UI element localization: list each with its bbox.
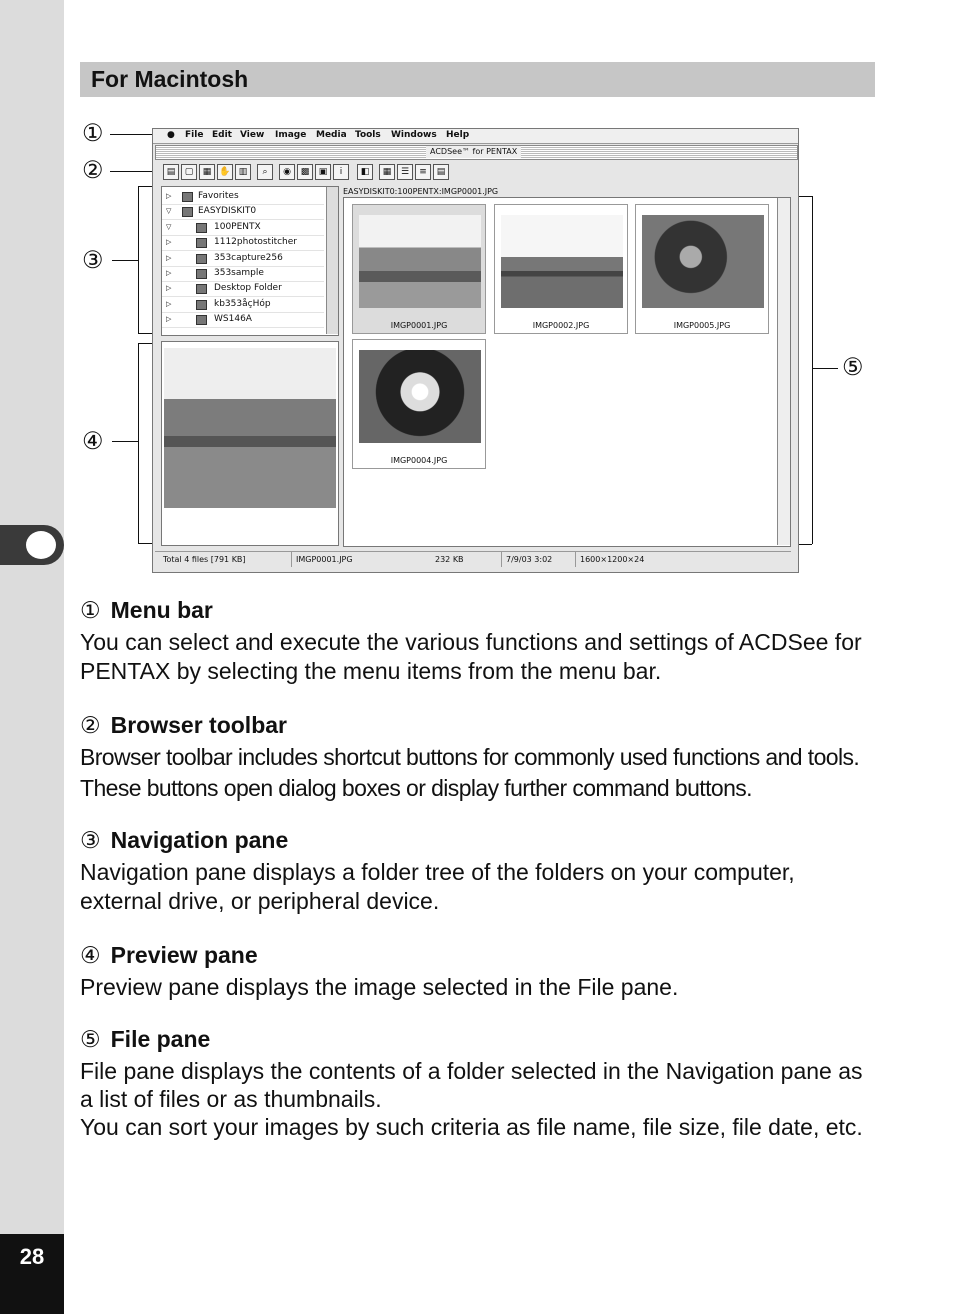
callout-2: ② (82, 157, 104, 184)
section-header (80, 62, 875, 97)
status-bar (155, 551, 791, 568)
disclosure-triangle-icon[interactable]: ▷ (166, 253, 172, 262)
navigation-pane (161, 186, 339, 336)
toolbar-button-icon[interactable]: ▢ (181, 164, 197, 180)
thumbnail-item[interactable] (352, 204, 486, 334)
folder-tree-item[interactable] (162, 266, 324, 282)
folder-label: Desktop Folder (214, 283, 282, 294)
status-dimensions: 1600×1200×24 (575, 552, 644, 567)
toolbar-button-icon[interactable]: ◧ (357, 164, 373, 180)
item-body-file-pane-sort: You can sort your images by such criteria as file name, file size, file date, etc. (80, 1114, 863, 1140)
folder-icon (196, 269, 207, 279)
menu-help[interactable]: Help (446, 130, 470, 140)
file-path: EASYDISKIT0:100PENTX:IMGP0001.JPG (343, 187, 499, 196)
info-icon[interactable]: i (333, 164, 349, 180)
thumbnail-name: IMGP0001.JPG (390, 321, 448, 330)
callout-1-leader (110, 134, 154, 135)
folder-label: 1112photostitcher (214, 237, 297, 248)
disclosure-triangle-icon[interactable]: ▷ (166, 238, 172, 247)
window-title-bar[interactable] (155, 145, 798, 160)
folder-label: Favorites (198, 191, 239, 201)
callout-3-leader (112, 260, 138, 261)
thumbnail-item[interactable] (635, 204, 769, 334)
thumbnail-name: IMGP0002.JPG (532, 321, 590, 330)
window-title: ACDSee™ for PENTAX (426, 146, 521, 158)
thumbnail-name: IMGP0004.JPG (390, 456, 448, 465)
thumbnail-view-icon[interactable]: ▦ (379, 164, 395, 180)
disclosure-triangle-icon[interactable]: ▷ (166, 284, 172, 293)
thumbnail-name: IMGP0005.JPG (673, 321, 731, 330)
callout-4-leader (112, 441, 138, 442)
item-heading-preview-pane: ④ Preview pane (80, 942, 258, 968)
menu-edit[interactable]: Edit (212, 130, 232, 140)
toolbar-button-icon[interactable]: ▥ (235, 164, 251, 180)
toolbar-button-icon[interactable]: ▣ (315, 164, 331, 180)
folder-label: 100PENTX (214, 221, 261, 232)
disclosure-triangle-icon[interactable]: ▽ (166, 207, 172, 216)
folder-icon (196, 300, 207, 310)
toolbar-button-icon[interactable]: ▦ (199, 164, 215, 180)
item-body-file-pane: File pane displays the contents of a folder selected in the Navigation pane as a list of files or as thumbnails. (80, 1058, 863, 1112)
folder-icon (196, 223, 207, 233)
folder-label: 353capture256 (214, 252, 283, 263)
folder-tree-item[interactable] (162, 281, 324, 297)
disclosure-triangle-icon[interactable]: ▷ (166, 192, 172, 200)
folder-tree-item[interactable] (162, 251, 324, 267)
item-heading-menu-bar: ① Menu bar (80, 597, 213, 623)
folder-icon (196, 238, 207, 248)
status-total: Total 4 files [791 KB] (163, 555, 246, 564)
folder-label: 353sample (214, 268, 264, 278)
page-number: 28 (0, 1234, 64, 1314)
menu-media[interactable]: Media (316, 130, 347, 140)
callout-3-bracket (138, 186, 139, 333)
disclosure-triangle-icon[interactable]: ▷ (166, 299, 172, 308)
toolbar-button-icon[interactable]: ◉ (279, 164, 295, 180)
folder-icon (196, 315, 207, 325)
thumbnail-image (642, 215, 764, 308)
menu-file[interactable]: File (185, 130, 204, 140)
status-filename: IMGP0001.JPG (291, 552, 353, 567)
folder-label: EASYDISKIT0 (198, 206, 257, 217)
folder-icon (182, 192, 193, 202)
folder-tree-item[interactable] (162, 189, 324, 205)
item-heading-navigation-pane: ③ Navigation pane (80, 827, 289, 853)
folder-icon (182, 207, 193, 217)
disclosure-triangle-icon[interactable]: ▷ (166, 315, 172, 324)
callout-4: ④ (82, 428, 104, 455)
zoom-icon[interactable]: ⌕ (257, 164, 273, 180)
page-margin-strip (0, 0, 64, 1314)
thumbnail-item[interactable] (494, 204, 628, 334)
menu-view[interactable]: View (240, 130, 265, 140)
status-filesize: 232 KB (435, 555, 464, 564)
browser-toolbar (161, 162, 791, 182)
thumbnail-item[interactable] (352, 339, 486, 469)
item-body-browser-toolbar: Browser toolbar includes shortcut buttons for commonly used functions and tools. These buttons open dialog boxes or display further command buttons. (80, 744, 860, 801)
thumbnail-image (359, 350, 481, 443)
status-date: 7/9/03 3:02 (501, 552, 552, 567)
folder-tree-item[interactable] (162, 297, 324, 313)
toolbar-button-icon[interactable]: ▤ (163, 164, 179, 180)
folder-tree-item[interactable] (162, 312, 324, 328)
thumbnail-image (501, 215, 623, 308)
disclosure-triangle-icon[interactable]: ▽ (166, 222, 172, 231)
callout-4-bracket (138, 343, 139, 543)
navigation-scrollbar[interactable] (326, 187, 338, 334)
folder-icon (196, 254, 207, 264)
folder-tree-item[interactable] (162, 204, 324, 220)
item-heading-file-pane: ⑤ File pane (80, 1026, 211, 1052)
folder-label: kb353åçHóp (214, 298, 271, 309)
callout-3: ③ (82, 247, 104, 274)
list-view-icon[interactable]: ☰ (397, 164, 413, 180)
toolbar-button-icon[interactable]: ▩ (297, 164, 313, 180)
menu-tools[interactable]: Tools (355, 130, 381, 140)
item-body-navigation-pane: Navigation pane displays a folder tree of the folders on your computer, external drive, or peripheral device. (80, 859, 795, 914)
menu-bar (153, 129, 798, 144)
callout-5: ⑤ (842, 354, 864, 381)
toolbar-button-icon[interactable]: ▤ (433, 164, 449, 180)
callout-1: ① (82, 120, 104, 147)
file-pane (343, 197, 791, 547)
menu-windows[interactable]: Windows (391, 130, 437, 140)
disclosure-triangle-icon[interactable]: ▷ (166, 269, 172, 277)
item-body-preview-pane: Preview pane displays the image selected in the File pane. (80, 974, 679, 1000)
folder-label: WS146A (214, 314, 252, 325)
chapter-tab-marker (26, 531, 56, 559)
callout-5-leader (812, 368, 838, 369)
callout-5-bracket (812, 196, 813, 544)
menu-image[interactable]: Image (275, 130, 307, 140)
apple-menu-icon[interactable]: ● (167, 130, 175, 140)
item-heading-browser-toolbar: ② Browser toolbar (80, 712, 287, 738)
file-pane-scrollbar[interactable] (777, 198, 790, 545)
preview-pane (161, 341, 339, 546)
item-body-menu-bar: You can select and execute the various functions and settings of ACDSee for PENTAX by selecting the menu items from the menu bar. (80, 629, 862, 684)
folder-tree-item[interactable] (162, 220, 324, 236)
preview-image (164, 348, 336, 508)
details-view-icon[interactable]: ≡ (415, 164, 431, 180)
thumbnail-image (359, 215, 481, 308)
acdsee-screenshot (152, 128, 799, 573)
toolbar-button-icon[interactable]: ✋ (217, 164, 233, 180)
folder-icon (196, 284, 207, 294)
section-title: For Macintosh (91, 66, 249, 92)
folder-tree-item[interactable] (162, 235, 324, 251)
